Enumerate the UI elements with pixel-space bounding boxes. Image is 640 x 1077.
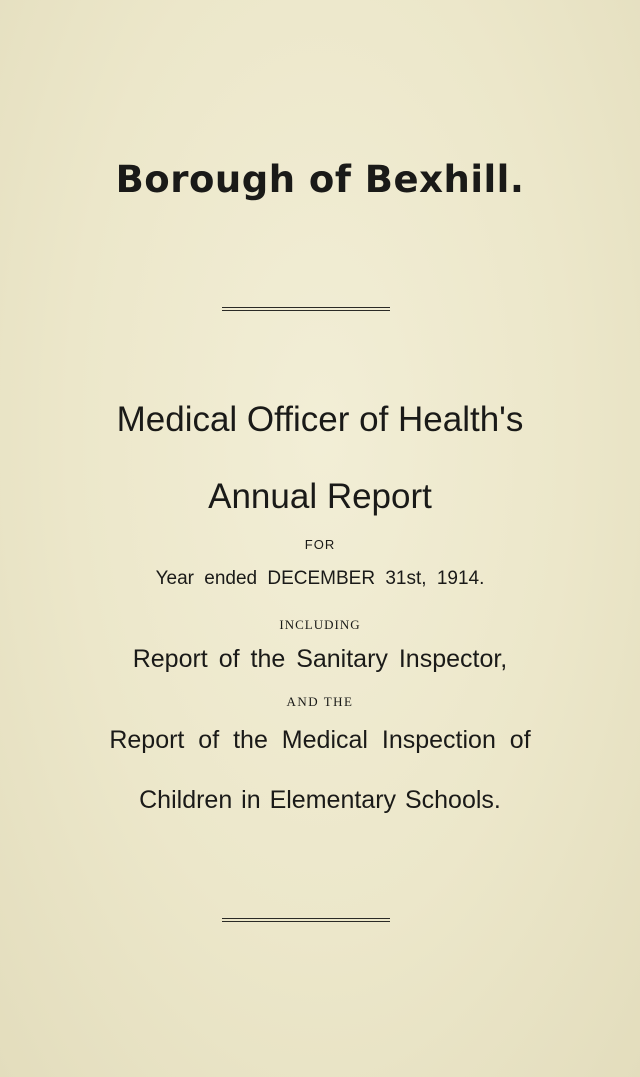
- top-double-rule: [222, 307, 390, 311]
- year-ended-line: Year ended DECEMBER 31st, 1914.: [155, 568, 485, 589]
- medical-inspection-line: Report of the Medical Inspection of: [109, 726, 531, 754]
- elementary-schools-line: Children in Elementary Schools.: [139, 786, 501, 814]
- borough-heading: Borough of Bexhill.: [115, 158, 525, 201]
- bottom-double-rule: [222, 918, 390, 922]
- for-label: FOR: [304, 537, 336, 552]
- and-the-label: AND THE: [286, 694, 354, 709]
- including-label: INCLUDING: [279, 617, 361, 632]
- sanitary-inspector-line: Report of the Sanitary Inspector,: [132, 645, 508, 673]
- report-title-line-1: Medical Officer of Health's: [116, 400, 524, 439]
- report-title-line-2: Annual Report: [208, 477, 432, 516]
